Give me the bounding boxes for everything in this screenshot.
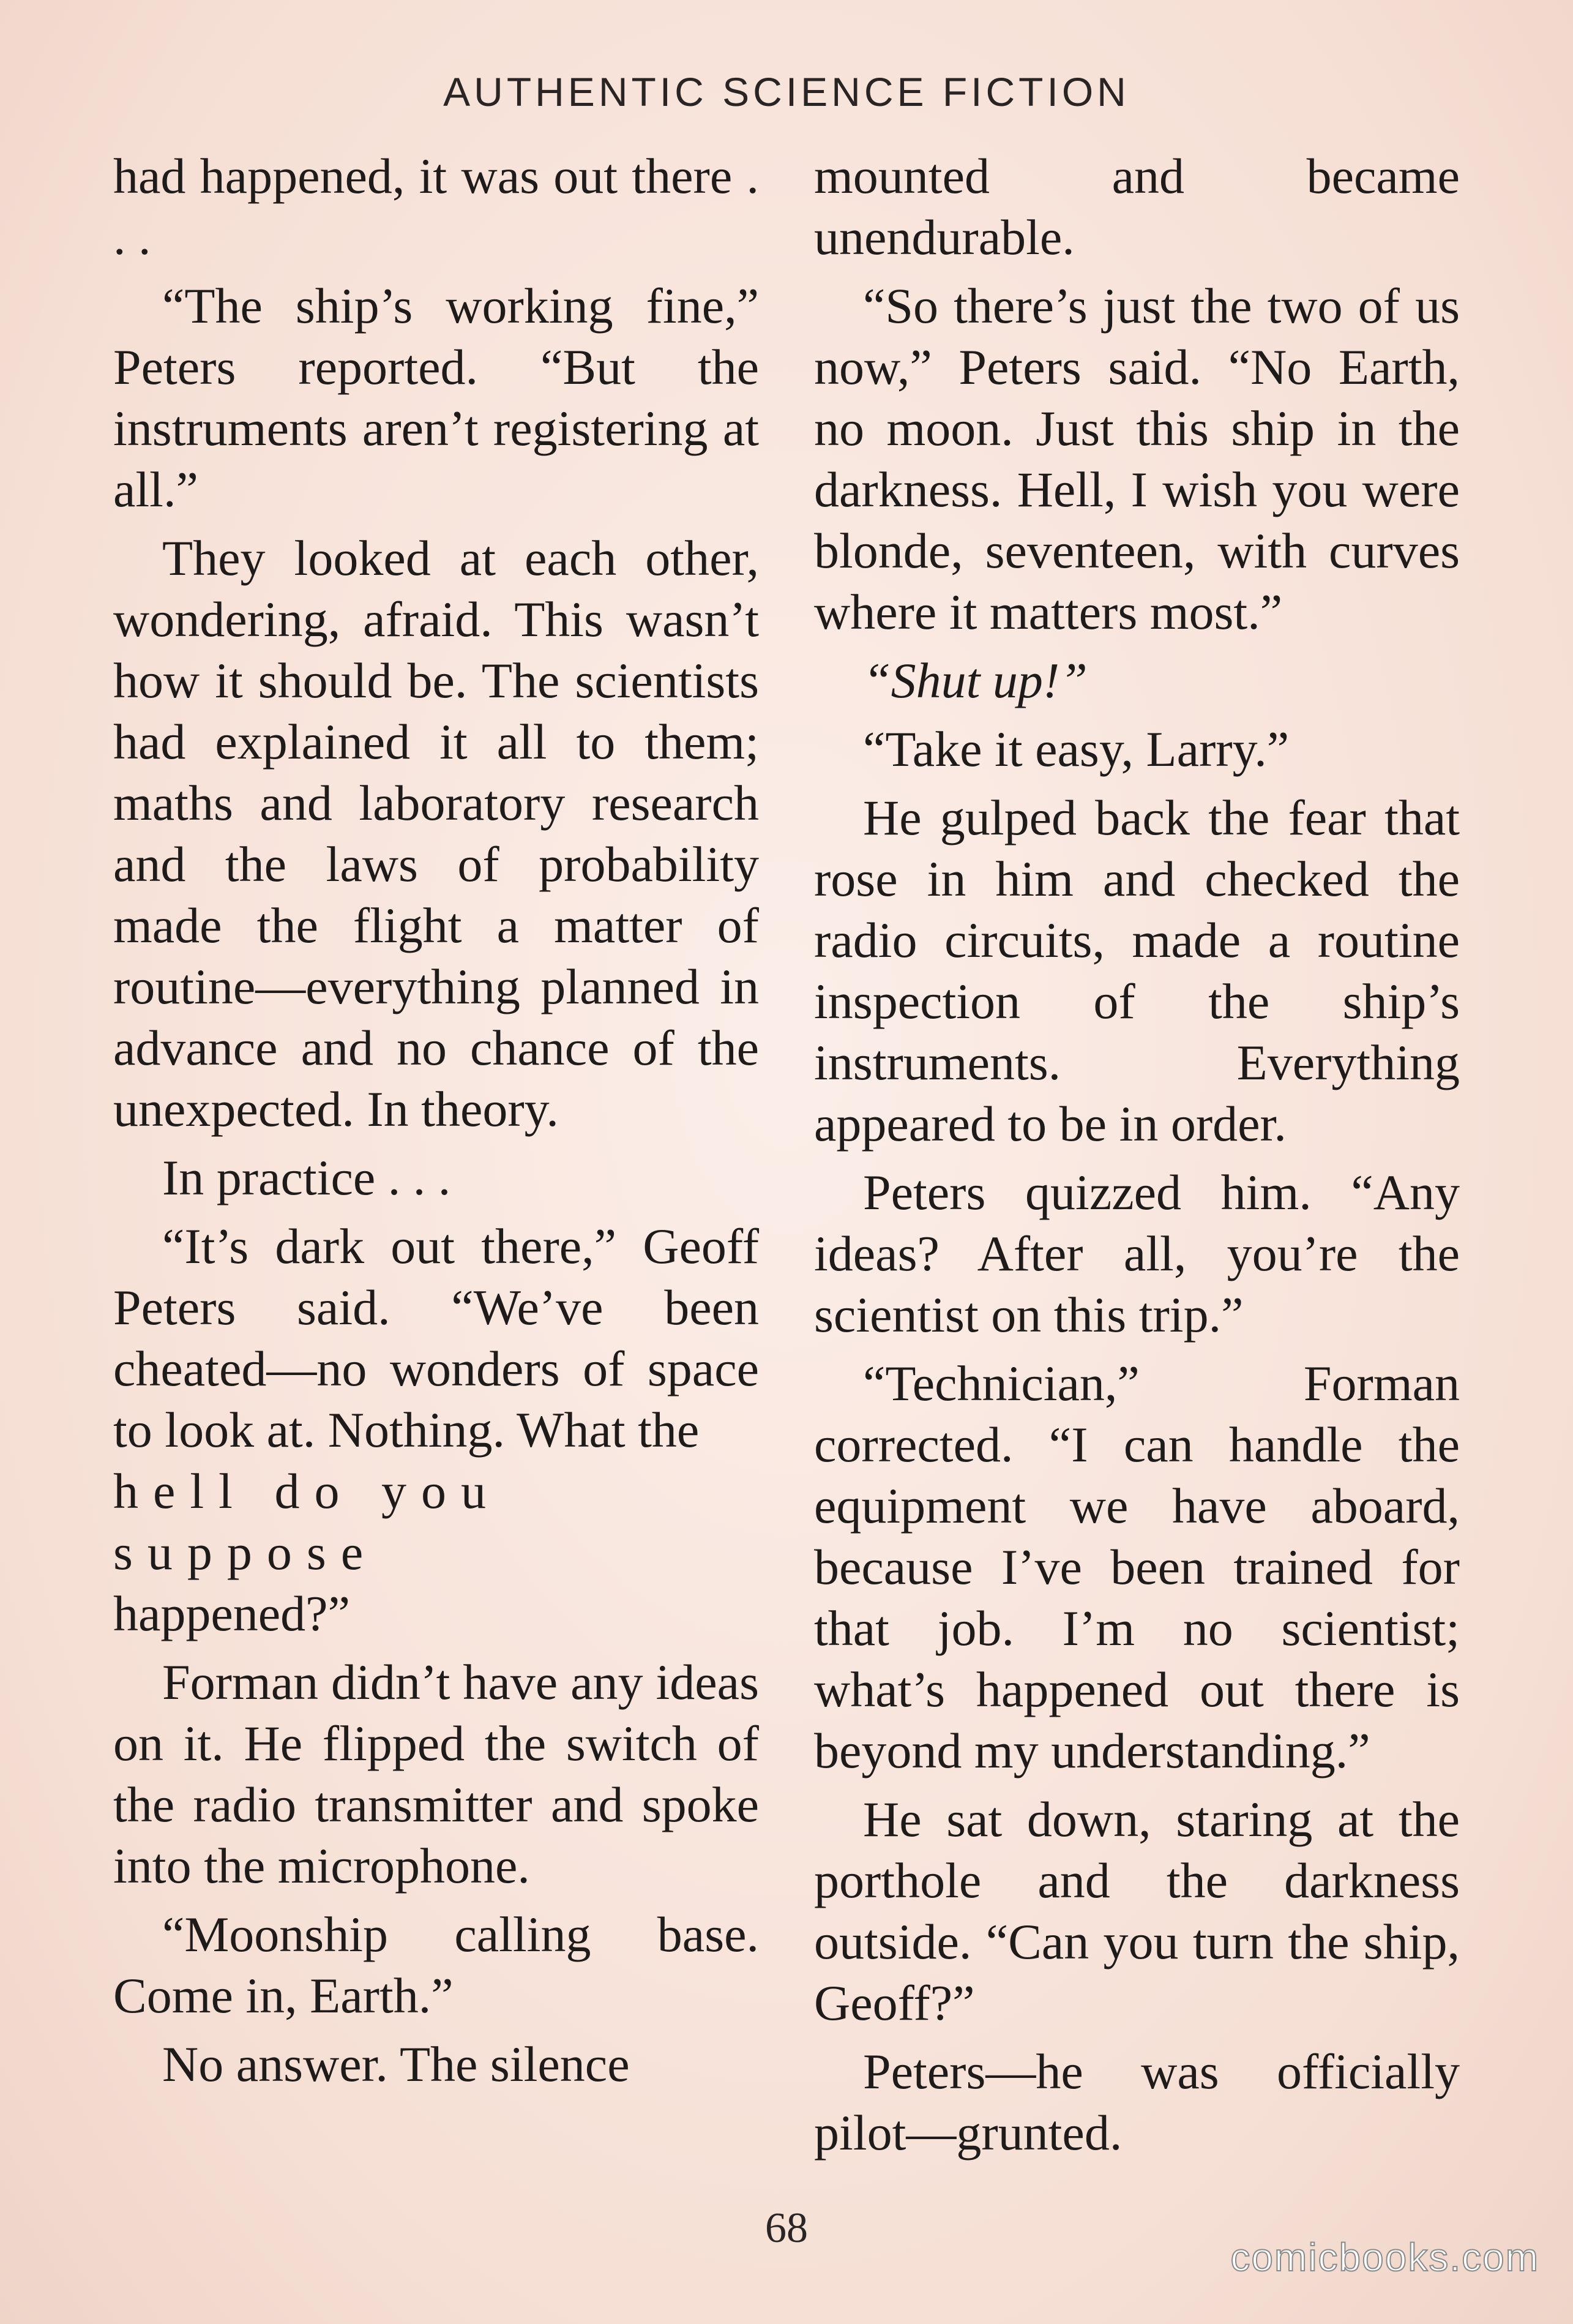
paragraph: “The ship’s working fine,” Peters reported. “But the instruments aren’t registering at all.” (113, 278, 759, 517)
left-column (113, 146, 759, 2102)
paragraph: “It’s dark out there,” Geoff Peters said. “We’ve been cheated—no wonders of space to look at. Nothing. What the (113, 1218, 759, 1458)
paragraph: “Moonship calling base. Come in, Earth.” (113, 1906, 759, 2023)
paragraph: Peters—he was officially pilot—grunted. (814, 2044, 1460, 2161)
paragraph: In practice . . . (162, 1150, 451, 1205)
paragraph: “Take it easy, Larry.” (863, 721, 1290, 777)
paragraph: Forman didn’t have any ideas on it. He flipped the switch of the radio transmitter and spoke into the microphone. (113, 1654, 759, 1894)
right-column (814, 146, 1460, 2171)
watermark: comicbooks.com (1230, 2235, 1539, 2279)
paragraph-line: hell do you suppose (113, 1463, 501, 1580)
paragraph: had happened, it was out there . . . (113, 148, 759, 265)
paragraph: “So there’s just the two of us now,” Peters said. “No Earth, no moon. Just this ship in the darkness. Hell, I wish you were blonde, seventeen, with curves where it matters most.” (814, 278, 1460, 640)
paragraph: They looked at each other, wondering, afraid. This wasn’t how it should be. The scientists had explained it all to them; maths and laboratory research and the laws of probability made the flight a matter of routine—everything planned in advance and no chance of the unexpected. In theory. (113, 530, 759, 1137)
paragraph: Peters quizzed him. “Any ideas? After all, you’re the scientist on this trip.” (814, 1164, 1460, 1343)
paragraph: He gulped back the fear that rose in him and checked the radio circuits, made a routine inspection of the ship’s instruments. Everything appeared to be in order. (814, 790, 1460, 1152)
paragraph: He sat down, staring at the porthole and the darkness outside. “Can you turn the ship, Geoff?” (814, 1791, 1460, 2031)
paragraph: “Technician,” Forman corrected. “I can handle the equipment we have aboard, because I’ve been trained for that job. I’m no scientist; what’s happened out there is beyond my understanding.” (814, 1355, 1460, 1779)
paragraph: mounted and became unendurable. (814, 148, 1460, 265)
paragraph: No answer. The silence (162, 2036, 630, 2092)
page-number: 68 (765, 2205, 808, 2252)
paragraph-line: happened?” (113, 1586, 350, 1641)
paragraph: “Shut up!” (863, 653, 1088, 708)
running-title: AUTHENTIC SCIENCE FICTION (443, 69, 1130, 114)
